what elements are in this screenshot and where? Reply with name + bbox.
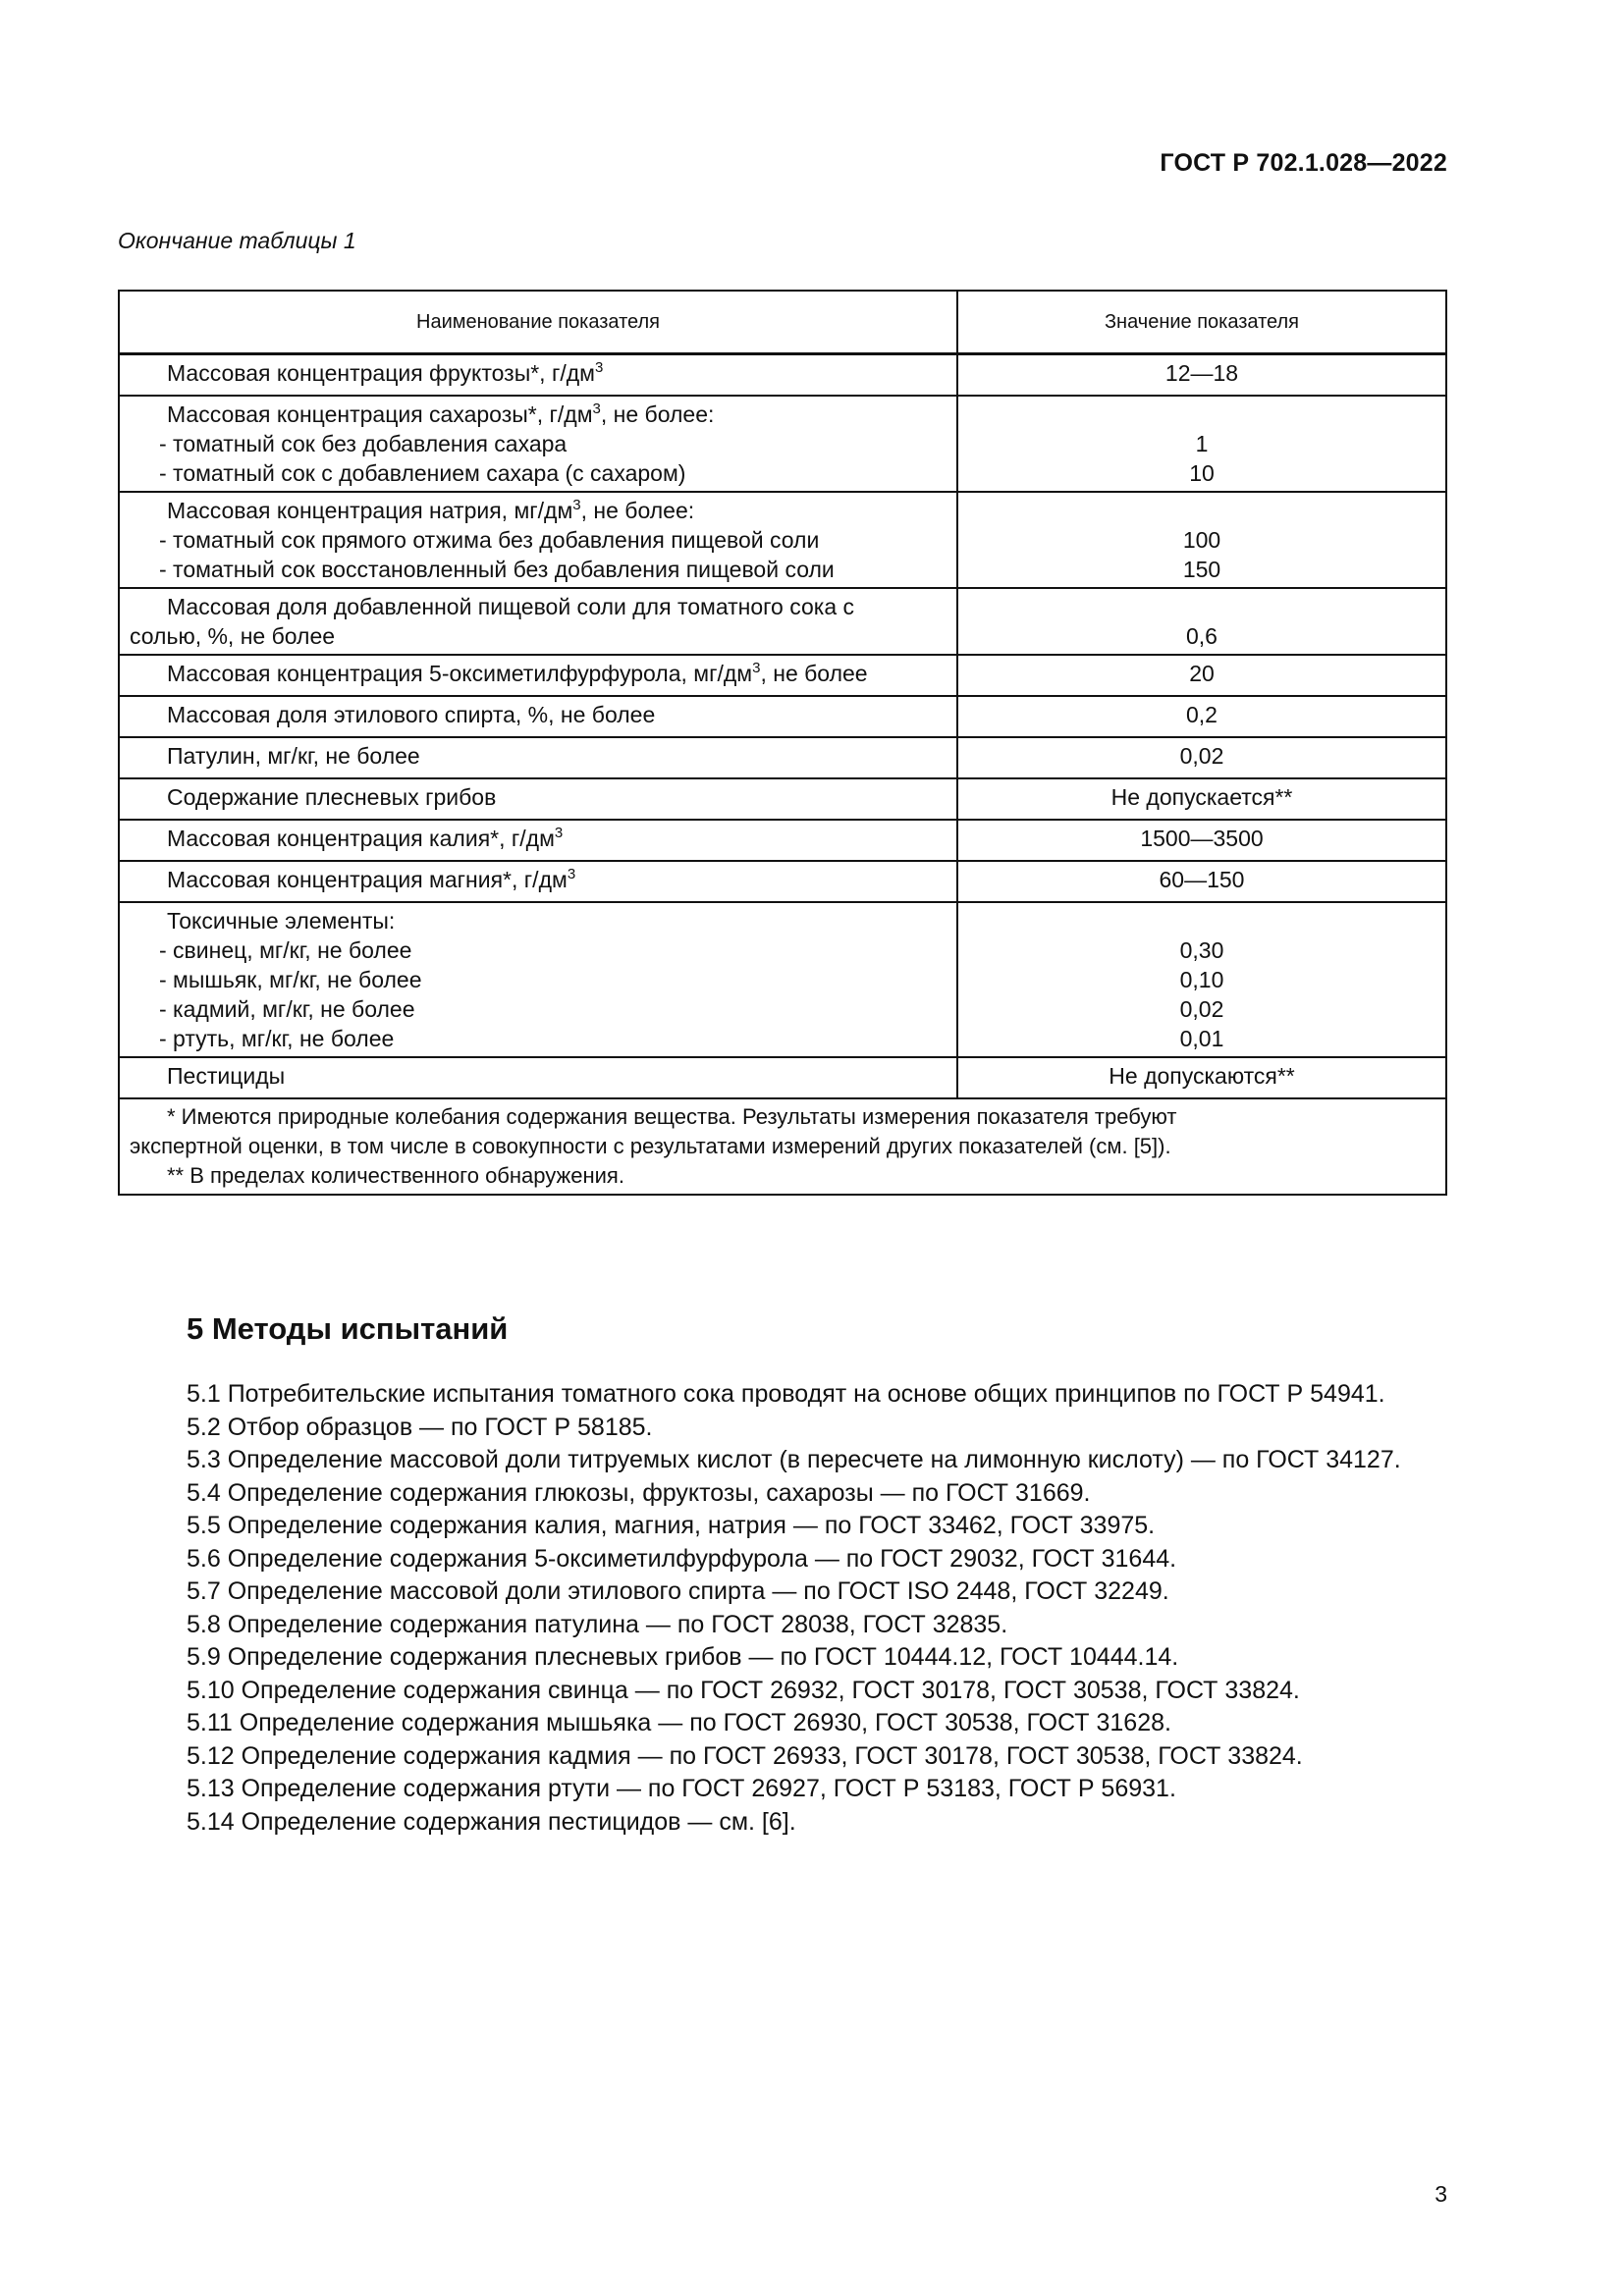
indicator-name xyxy=(119,778,957,820)
value-line: 20 xyxy=(1189,661,1215,686)
table-row xyxy=(119,737,1446,778)
method-paragraph: 5.5 Определение содержания калия, магния, натрия — по ГОСТ 33462, ГОСТ 33975. xyxy=(187,1512,1156,1539)
indicator-name xyxy=(119,1057,957,1098)
table-row xyxy=(119,696,1446,737)
value-line: 1500—3500 xyxy=(1140,826,1264,851)
table-row xyxy=(119,396,1446,492)
table-row xyxy=(119,492,1446,588)
indicator-line: Содержание плесневых грибов xyxy=(167,784,497,810)
indicator-line: - мышьяк, мг/кг, не более xyxy=(159,967,422,992)
superscript-three: 3 xyxy=(752,660,761,676)
table-row xyxy=(119,655,1446,696)
indicator-line: - кадмий, мг/кг, не более xyxy=(159,996,415,1022)
method-paragraph: 5.11 Определение содержания мышьяка — по ГОСТ 26930, ГОСТ 30538, ГОСТ 31628. xyxy=(187,1709,1171,1736)
indicator-value xyxy=(957,396,1446,492)
value-line: 0,10 xyxy=(1179,967,1224,992)
superscript-three: 3 xyxy=(567,866,576,882)
value-line: 0,01 xyxy=(1179,1026,1224,1051)
value-line xyxy=(968,400,1435,429)
table-row xyxy=(119,778,1446,820)
method-paragraph: 5.4 Определение содержания глюкозы, фруктозы, сахарозы — по ГОСТ 31669. xyxy=(187,1478,1091,1507)
document-number: ГОСТ Р 702.1.028—2022 xyxy=(1160,149,1447,177)
indicator-value xyxy=(957,588,1446,655)
method-paragraph: 5.14 Определение содержания пестицидов — см. [6]. xyxy=(187,1807,796,1836)
superscript-three: 3 xyxy=(554,825,564,841)
indicator-value xyxy=(957,902,1446,1057)
method-paragraph: 5.13 Определение содержания ртути — по ГОСТ 26927, ГОСТ Р 53183, ГОСТ Р 56931. xyxy=(187,1775,1176,1802)
indicator-line: Массовая концентрация 5-оксиметилфурфурола, $мг/дм^3$, не более xyxy=(167,660,868,686)
indicator-name xyxy=(119,492,957,588)
indicator-value xyxy=(957,820,1446,861)
indicator-line: Токсичные элементы: xyxy=(167,908,396,934)
indicator-value xyxy=(957,861,1446,902)
indicator-name xyxy=(119,588,957,655)
page-number: 3 xyxy=(1435,2181,1447,2207)
value-line: 60—150 xyxy=(1159,867,1245,892)
indicator-line: Массовая концентрация фруктозы*, $г/дм^3$ xyxy=(167,359,604,386)
indicator-name xyxy=(119,655,957,696)
value-line: 12—18 xyxy=(1164,360,1239,386)
method-paragraph: 5.2 Отбор образцов — по ГОСТ Р 58185. xyxy=(187,1413,653,1441)
indicators-table xyxy=(118,290,1447,1196)
indicator-line: Массовая концентрация магния*, $г/дм^3$ xyxy=(167,866,576,892)
section-heading: 5 Методы испытаний xyxy=(187,1311,509,1346)
value-line: 0,2 xyxy=(1186,702,1218,727)
indicator-name xyxy=(119,737,957,778)
indicator-line: - свинец, мг/кг, не более xyxy=(159,937,412,963)
table-caption: Окончание таблицы 1 xyxy=(118,228,356,253)
value-line: 10 xyxy=(1189,460,1215,486)
value-line: 0,02 xyxy=(1179,996,1224,1022)
footnote-line: * Имеются природные колебания содержания вещества. Результаты измерения показателя требуют xyxy=(167,1104,1177,1129)
table-row xyxy=(119,588,1446,655)
table-row xyxy=(119,902,1446,1057)
indicator-name xyxy=(119,396,957,492)
indicator-line: Массовая концентрация калия*, $г/дм^3$ xyxy=(167,825,564,851)
value-line xyxy=(968,496,1435,525)
method-paragraph: 5.8 Определение содержания патулина — по ГОСТ 28038, ГОСТ 32835. xyxy=(187,1610,1008,1638)
indicator-value xyxy=(957,737,1446,778)
indicator-name xyxy=(119,820,957,861)
footnote-line: ** В пределах количественного обнаружения. xyxy=(167,1163,624,1188)
method-paragraph: 5.10 Определение содержания свинца — по ГОСТ 26932, ГОСТ 30178, ГОСТ 30538, ГОСТ 33824. xyxy=(187,1676,1300,1704)
table-row xyxy=(119,354,1446,397)
superscript-three: 3 xyxy=(592,400,601,417)
indicator-value xyxy=(957,492,1446,588)
indicator-line: - томатный сок без добавления сахара xyxy=(159,431,568,456)
table-row xyxy=(119,820,1446,861)
method-paragraph: 5.6 Определение содержания 5-оксиметилфурфурола — по ГОСТ 29032, ГОСТ 31644. xyxy=(187,1544,1177,1573)
table-notes xyxy=(119,1098,1446,1195)
value-line: 1 xyxy=(1195,431,1209,456)
indicator-name xyxy=(119,902,957,1057)
indicator-line: Массовая доля этилового спирта, %, не более xyxy=(167,702,656,727)
value-line: Не допускаются** xyxy=(1109,1063,1295,1089)
footnote-line: экспертной оценки, в том числе в совокупности с результатами измерений других показателей (см. [5]). xyxy=(130,1134,1171,1158)
table-row xyxy=(119,1057,1446,1098)
method-paragraph: 5.9 Определение содержания плесневых грибов — по ГОСТ 10444.12, ГОСТ 10444.14. xyxy=(187,1643,1179,1671)
indicator-line: - томатный сок восстановленный без добавления пищевой соли xyxy=(159,557,835,582)
indicator-value xyxy=(957,1057,1446,1098)
method-paragraph: 5.1 Потребительские испытания томатного сока проводят на основе общих принципов по ГОСТ Р 54941. xyxy=(187,1380,1385,1408)
indicator-line: Массовая концентрация натрия, $мг/дм^3$, не более: xyxy=(167,497,695,523)
value-line xyxy=(968,592,1435,621)
indicator-value xyxy=(957,655,1446,696)
value-line: 150 xyxy=(1182,557,1221,582)
indicator-line: Пестициды xyxy=(167,1063,286,1089)
indicator-line: - томатный сок с добавлением сахара (с сахаром) xyxy=(159,460,686,486)
method-paragraph: 5.12 Определение содержания кадмия — по ГОСТ 26933, ГОСТ 30178, ГОСТ 30538, ГОСТ 33824. xyxy=(187,1741,1303,1770)
column-header-value: Значение показателя xyxy=(957,291,1446,354)
indicator-line: Массовая концентрация сахарозы*, $г/дм^3$, не более: xyxy=(167,400,715,427)
value-line xyxy=(968,906,1435,935)
table-header-row xyxy=(119,291,1446,354)
test-methods-list xyxy=(118,1378,1447,1839)
indicator-line: Патулин, мг/кг, не более xyxy=(167,743,420,769)
value-line: 0,6 xyxy=(1186,623,1218,649)
indicator-value xyxy=(957,778,1446,820)
indicator-line: Массовая доля добавленной пищевой соли для томатного сока с xyxy=(167,594,855,619)
indicator-name xyxy=(119,861,957,902)
table-notes-row xyxy=(119,1098,1446,1195)
table-row xyxy=(119,861,1446,902)
method-paragraph: 5.7 Определение массовой доли этилового спирта — по ГОСТ ISO 2448, ГОСТ 32249. xyxy=(187,1577,1169,1605)
value-line: 0,30 xyxy=(1179,937,1224,963)
method-paragraph: 5.3 Определение массовой доли титруемых кислот (в пересчете на лимонную кислоту) — по ГОСТ 34127. xyxy=(187,1446,1401,1473)
indicator-line: - ртуть, мг/кг, не более xyxy=(159,1026,395,1051)
superscript-three: 3 xyxy=(572,497,581,513)
superscript-three: 3 xyxy=(594,359,604,376)
indicator-value xyxy=(957,354,1446,397)
indicator-value xyxy=(957,696,1446,737)
column-header-name: Наименование показателя xyxy=(119,291,957,354)
value-line: Не допускается** xyxy=(1110,784,1293,810)
indicator-line: - томатный сок прямого отжима без добавления пищевой соли xyxy=(159,527,820,553)
indicator-name xyxy=(119,354,957,397)
value-line: 0,02 xyxy=(1179,743,1224,769)
value-line: 100 xyxy=(1182,527,1221,553)
indicator-name xyxy=(119,696,957,737)
indicator-line: солью, %, не более xyxy=(130,623,336,649)
